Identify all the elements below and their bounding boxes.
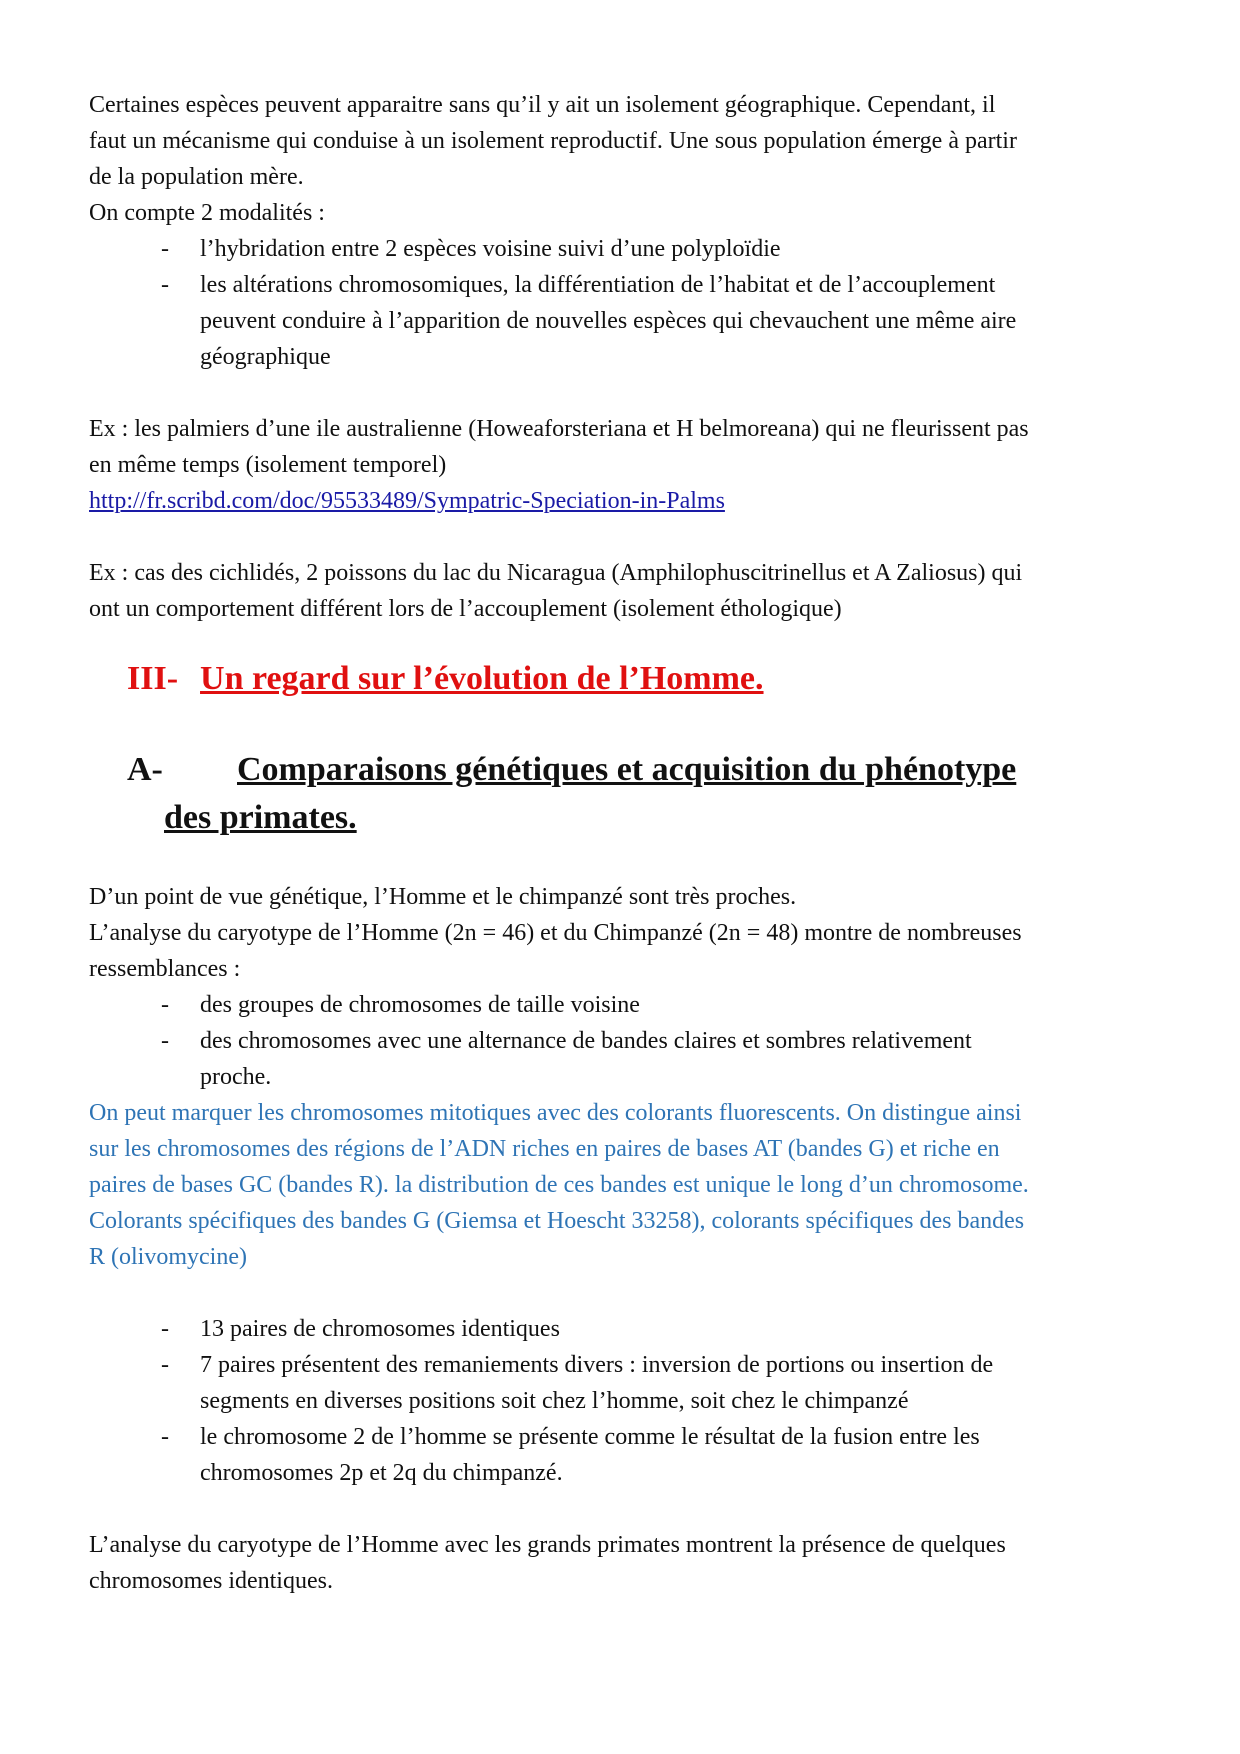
- dash-bullet: -: [161, 992, 169, 1018]
- list-item: [89, 1311, 1169, 1347]
- dash-bullet: -: [161, 1352, 169, 1378]
- section-title: Un regard sur l’évolution de l’Homme.: [200, 660, 764, 697]
- genetics-paragraph: [89, 879, 1169, 987]
- example-palms: [89, 411, 1169, 519]
- text-line: peuvent conduire à l’apparition de nouvelles espèces qui chevauchent une même aire: [200, 308, 1017, 334]
- text-line: On compte 2 modalités :: [89, 200, 325, 226]
- text-line: de la population mère.: [89, 164, 304, 190]
- text-line: ont un comportement différent lors de l’accouplement (isolement éthologique): [89, 596, 842, 622]
- text-line: L’analyse du caryotype de l’Homme (2n = 46) et du Chimpanzé (2n = 48) montre de nombreuses: [89, 920, 1022, 946]
- list-item: [89, 231, 1169, 267]
- section-3-heading: [127, 660, 764, 698]
- dash-bullet: -: [161, 1316, 169, 1342]
- text-line: géographique: [200, 344, 331, 370]
- text-line: faut un mécanisme qui conduise à un isolement reproductif. Une sous population émerge à partir: [89, 128, 1017, 154]
- text-line: ressemblances :: [89, 956, 241, 982]
- text-line: R (olivomycine): [89, 1244, 247, 1270]
- section-title-continued: des primates.: [164, 799, 357, 836]
- text-line: proche.: [200, 1064, 272, 1090]
- text-line: paires de bases GC (bandes R). la distribution de ces bandes est unique le long d’un chromosome.: [89, 1172, 1029, 1198]
- text-line: 7 paires présentent des remaniements divers : inversion de portions ou insertion de: [200, 1352, 994, 1378]
- text-line: des chromosomes avec une alternance de bandes claires et sombres relativement: [200, 1028, 972, 1054]
- text-line: Certaines espèces peuvent apparaitre sans qu’il y ait un isolement géographique. Cependant, il: [89, 92, 996, 118]
- modalites-list: [89, 231, 1169, 375]
- section-a-heading: [127, 746, 1177, 842]
- list-item: [89, 1419, 1169, 1491]
- dash-bullet: -: [161, 236, 169, 262]
- list-item: [89, 1347, 1169, 1419]
- text-line: l’hybridation entre 2 espèces voisine suivi d’une polyploïdie: [200, 236, 781, 262]
- text-line: le chromosome 2 de l’homme se présente comme le résultat de la fusion entre les: [200, 1424, 980, 1450]
- list-item: [89, 987, 1169, 1023]
- intro-paragraph: [89, 87, 1169, 231]
- text-line: Ex : les palmiers d’une ile australienne (Howeaforsteriana et H belmoreana) qui ne fleurissent pas: [89, 416, 1029, 442]
- list-item: [89, 1023, 1169, 1095]
- text-line: chromosomes 2p et 2q du chimpanzé.: [200, 1460, 563, 1486]
- dash-bullet: -: [161, 1028, 169, 1054]
- text-line: L’analyse du caryotype de l’Homme avec les grands primates montrent la présence de quelques: [89, 1532, 1006, 1558]
- text-line: Ex : cas des cichlidés, 2 poissons du lac du Nicaragua (Amphilophuscitrinellus et A Zaliosus) qui: [89, 560, 1023, 586]
- text-line: 13 paires de chromosomes identiques: [200, 1316, 560, 1342]
- text-line: des groupes de chromosomes de taille voisine: [200, 992, 640, 1018]
- dash-bullet: -: [161, 272, 169, 298]
- text-line: les altérations chromosomiques, la différentiation de l’habitat et de l’accouplement: [200, 272, 996, 298]
- list-item: [89, 267, 1169, 375]
- dash-bullet: -: [161, 1424, 169, 1450]
- blue-note-paragraph: [89, 1095, 1169, 1275]
- text-line: On peut marquer les chromosomes mitotiques avec des colorants fluorescents. On distingue ainsi: [89, 1100, 1022, 1126]
- chromosomes-list: [89, 1311, 1169, 1491]
- section-number: A-: [127, 751, 163, 788]
- text-line: en même temps (isolement temporel): [89, 452, 447, 478]
- text-line: segments en diverses positions soit chez l’homme, soit chez le chimpanzé: [200, 1388, 909, 1414]
- text-line: Colorants spécifiques des bandes G (Giemsa et Hoescht 33258), colorants spécifiques des bandes: [89, 1208, 1025, 1234]
- scribd-link[interactable]: http://fr.scribd.com/doc/95533489/Sympatric-Speciation-in-Palms: [89, 488, 725, 514]
- text-line: D’un point de vue génétique, l’Homme et le chimpanzé sont très proches.: [89, 884, 797, 910]
- text-line: chromosomes identiques.: [89, 1568, 333, 1594]
- ressemblances-list: [89, 987, 1169, 1095]
- example-cichlids: [89, 555, 1169, 627]
- text-line: sur les chromosomes des régions de l’ADN riches en paires de bases AT (bandes G) et riche en: [89, 1136, 1000, 1162]
- section-title: Comparaisons génétiques et acquisition du phénotype: [237, 751, 1017, 788]
- section-number: III-: [127, 660, 179, 697]
- conclusion-paragraph: [89, 1527, 1169, 1599]
